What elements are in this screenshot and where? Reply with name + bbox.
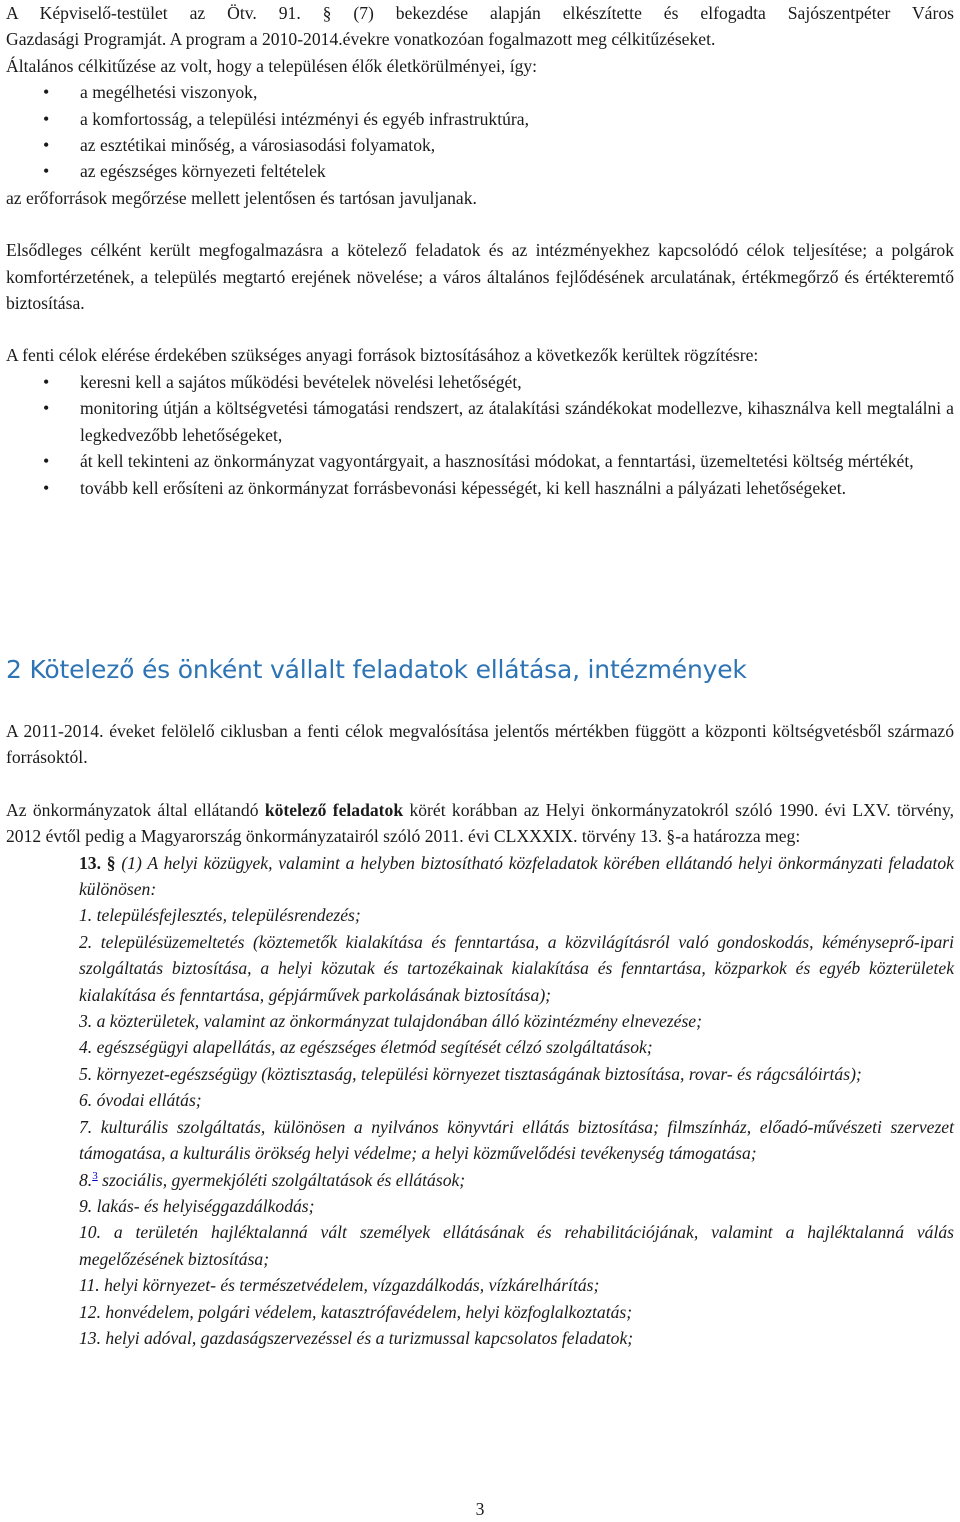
law-item: 3. a közterületek, valamint az önkormányzat tulajdonában álló közintézmény elnevezése;	[79, 1011, 702, 1032]
goal-tail: az erőforrások megőrzése mellett jelentősen és tartósan javuljanak.	[6, 187, 477, 208]
page-number: 3	[475, 1499, 485, 1519]
list-item: • az esztétikai minőség, a városiasodási folyamatok,	[6, 132, 954, 158]
list-item: • tovább kell erősíteni az önkormányzat forrásbevonási képességét, ki kell használni a pályázati lehetőségeket.	[6, 475, 954, 501]
law-item-8	[79, 1167, 954, 1193]
goal-lead: Általános célkitűzése az volt, hogy a településen élők életkörülményei, így:	[6, 55, 538, 76]
goal-list	[6, 79, 954, 185]
law-item: 1. településfejlesztés, településrendezés;	[79, 905, 361, 926]
list-item: • keresni kell a sajátos működési bevételek növelési lehetőségét,	[6, 369, 954, 395]
law-item: 13. helyi adóval, gazdaságszervezéssel és a turizmussal kapcsolatos feladatok;	[79, 1327, 634, 1348]
list-item: • a megélhetési viszonyok,	[6, 79, 954, 105]
primary-goal-paragraph: Elsődleges célként került megfogalmazásra a kötelező feladatok és az intézményekhez kapcsolódó célok teljesítése; a polgárok komfortérzetének, a település megtartó erejének növelése; a város általános fejlődésének arculatának, értékmegőrző és értékteremtő biztosítása.	[6, 240, 954, 314]
duties-paragraph	[6, 797, 954, 850]
law-item-8-text: szociális, gyermekjóléti szolgáltatások és ellátások;	[97, 1169, 466, 1190]
list-item: • a komfortosság, a települési intézményi és egyéb infrastruktúra,	[6, 106, 954, 132]
law-item: 7. kulturális szolgáltatás, különösen a nyilvános könyvtári ellátás biztosítása; filmszínház, előadó-művészeti szervezet támogatása, a kulturális örökség helyi védelme; a helyi közművelődési tevékenység támogatása;	[79, 1116, 954, 1164]
law-quote	[6, 850, 954, 1352]
law-item: 5. környezet-egészségügy (köztisztaság, települési környezet tisztaságának biztosítása, rovar- és rágcsálóirtás);	[79, 1063, 862, 1084]
duties-text-post: körét korábban az Helyi önkormányzatokról szóló 1990. évi LXV. törvény, 2012 évtől pedig a Magyarország önkormányzatairól szóló 2011. évi CLXXXIX. törvény 13. §-a határozza meg:	[6, 799, 955, 847]
resources-lead: A fenti célok elérése érdekében szükséges anyagi források biztosításához a következők kerültek rögzítésre:	[6, 345, 759, 366]
list-item: • az egészséges környezeti feltételek	[6, 158, 954, 184]
law-item: 11. helyi környezet- és természetvédelem, vízgazdálkodás, vízkárelhárítás;	[79, 1275, 600, 1296]
law-intro	[79, 850, 954, 903]
intro-line-1: A Képviselő-testület az Ötv. 91. § (7) bekezdése alapján elkészítette és elfogadta Sajószentpéter Város	[6, 3, 954, 23]
footnote-link[interactable]: 3	[92, 1169, 98, 1182]
duties-text-pre: Az önkormányzatok által ellátandó	[6, 799, 265, 820]
cycle-paragraph: A 2011-2014. éveket felölelő ciklusban a fenti célok megvalósítása jelentős mértékben függött a központi költségvetésből származó forrásoktól.	[6, 721, 954, 768]
law-intro-text: (1) A helyi közügyek, valamint a helyben biztosítható közfeladatok körében ellátandó helyi önkormányzati feladatok különösen:	[79, 852, 954, 900]
resources-list	[6, 369, 954, 501]
law-item: 10. a területén hajléktalanná vált személyek ellátásának és rehabilitációjának, valamint a hajléktalanná válás megelőzésének biztosítása;	[79, 1222, 954, 1269]
law-item: 4. egészségügyi alapellátás, az egészséges életmód segítését célzó szolgáltatások;	[79, 1037, 653, 1058]
law-item: 9. lakás- és helyiséggazdálkodás;	[79, 1195, 315, 1216]
section-heading: 2 Kötelező és önként vállalt feladatok ellátása, intézmények	[6, 655, 747, 684]
duties-section	[6, 718, 954, 1351]
law-item: 12. honvédelem, polgári védelem, katasztrófavédelem, helyi közfoglalkoztatás;	[79, 1301, 633, 1322]
law-item: 6. óvodai ellátás;	[79, 1090, 202, 1111]
law-item-8-number: 8.	[79, 1169, 93, 1190]
law-item: 2. településüzemeltetés (köztemetők kialakítása és fenntartása, a közvilágításról való gondoskodás, kéményseprő-ipari szolgáltatás biztosítása, a helyi közutak és tartozékainak kialakítása és fenntartása, közparkok és egyéb közterületek kialakítása és fenntartása, gépjárművek parkolásának biztosítása);	[79, 931, 954, 1005]
list-item: • monitoring útján a költségvetési támogatási rendszert, az átalakítási szándékokat modellezve, kihasználva kell megtalálni a legkedvezőbb lehetőségeket,	[6, 395, 954, 448]
program-summary	[6, 0, 954, 501]
duties-text-bold: kötelező feladatok	[264, 799, 404, 820]
law-section-number: 13. §	[79, 852, 116, 873]
intro-line-2: Gazdasági Programját. A program a 2010-2014.évekre vonatkozóan fogalmazott meg célkitűzéseket.	[6, 29, 716, 50]
list-item: • át kell tekinteni az önkormányzat vagyontárgyait, a hasznosítási módokat, a fenntartási, üzemeltetési költség mértékét,	[6, 448, 954, 474]
